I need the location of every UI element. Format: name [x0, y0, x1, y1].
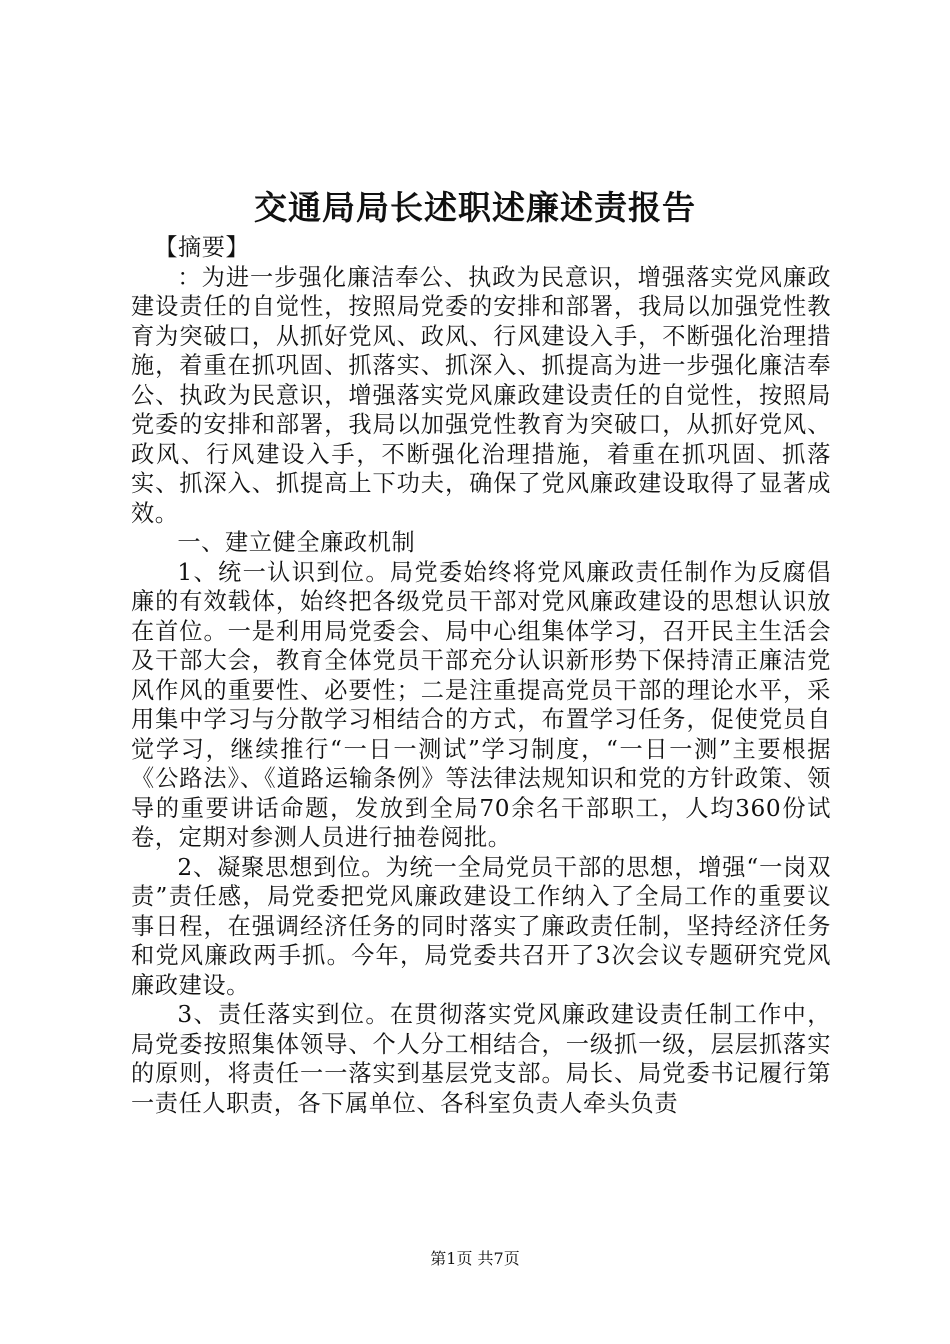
section-heading: 一、建立健全廉政机制: [177, 529, 416, 556]
abstract-paragraph: ：为进一步强化廉洁奉公、执政为民意识，增强落实党风廉政建设责任的自觉性，按照局党委的安排和部署，我局以加强党性教育为突破口，从抓好党风、政风、行风建设入手，不断强化治理措施，着重在抓巩固、抓落实、抓深入、抓提高为进一步强化廉洁奉公、执政为民意识，增强落实党风廉政建设责任的自觉性，按照局党委的安排和部署，我局以加强党性教育为突破口，从抓好党风、政风、行风建设入手，不断强化治理措施，着重在抓巩固、抓落实、抓深入、抓提高上下功夫，确保了党风廉政建设取得了显著成效。: [131, 263, 831, 527]
page-number: 第1页 共7页: [430, 1249, 520, 1268]
body-paragraph: 3、责任落实到位。在贯彻落实党风廉政建设责任制工作中，局党委按照集体领导、个人分工相结合，一级抓一级，层层抓落实的原则，将责任一一落实到基层党支部。局长、局党委书记履行第一责任人职责，各下属单位、各科室负责人牵头负责: [131, 1001, 831, 1117]
document-body: [131, 233, 831, 1118]
abstract-label: 【摘要】: [154, 234, 250, 261]
body-paragraph: 1、统一认识到位。局党委始终将党风廉政责任制作为反腐倡廉的有效载体，始终把各级党员干部对党风廉政建设的思想认识放在首位。一是利用局党委会、局中心组集体学习，召开民主生活会及干部大会，教育全体党员干部充分认识新形势下保持清正廉洁党风作风的重要性、必要性；二是注重提高党员干部的理论水平，采用集中学习与分散学习相结合的方式，布置学习任务，促使党员自觉学习，继续推行“一日一测试”学习制度，“一日一测”主要根据《公路法》、《道路运输条例》等法律法规知识和党的方针政策、领导的重要讲话命题，发放到全局70余名干部职工，人均360份试卷，定期对参测人员进行抽卷阅批。: [131, 558, 831, 851]
document-title: 交通局局长述职述廉述责报告: [254, 188, 696, 227]
body-paragraph: 2、凝聚思想到位。为统一全局党员干部的思想，增强“一岗双责”责任感，局党委把党风廉政建设工作纳入了全局工作的重要议事日程，在强调经济任务的同时落实了廉政责任制，坚持经济任务和党风廉政两手抓。今年，局党委共召开了3次会议专题研究党风廉政建设。: [131, 853, 831, 999]
